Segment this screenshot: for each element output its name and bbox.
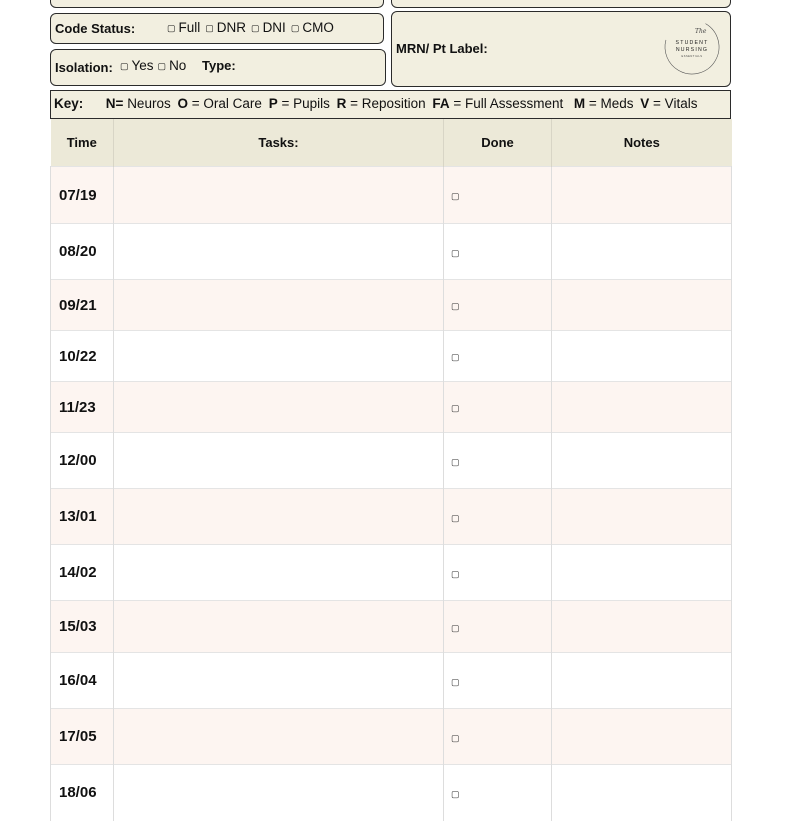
done-checkbox-cell[interactable]: ▢ — [444, 765, 552, 821]
table-row — [51, 653, 732, 709]
top-right-field-strip — [391, 0, 731, 8]
tasks-cell[interactable] — [114, 382, 444, 433]
isolation-option-yes[interactable]: ▢ Yes — [120, 58, 154, 73]
table-row — [51, 167, 732, 224]
time-cell: 09/21 — [51, 280, 114, 331]
notes-cell[interactable] — [552, 433, 732, 489]
tasks-cell[interactable] — [114, 433, 444, 489]
legend-key-bar — [50, 90, 731, 119]
column-header-tasks: Tasks: — [114, 119, 444, 167]
notes-cell[interactable] — [552, 545, 732, 601]
notes-cell[interactable] — [552, 601, 732, 653]
tasks-cell[interactable] — [114, 709, 444, 765]
done-checkbox-cell[interactable]: ▢ — [444, 382, 552, 433]
key-item-vitals: V = Vitals — [640, 96, 698, 111]
table-row — [51, 765, 732, 821]
hourly-task-table — [50, 119, 732, 821]
column-header-done: Done — [444, 119, 552, 167]
isolation-label: Isolation: — [55, 60, 113, 75]
notes-cell[interactable] — [552, 765, 732, 821]
done-checkbox-cell[interactable]: ▢ — [444, 433, 552, 489]
done-checkbox-cell[interactable]: ▢ — [444, 601, 552, 653]
code-status-option-cmo[interactable]: ▢ CMO — [290, 20, 334, 35]
key-item-full-assessment: FA = Full Assessment — [432, 96, 564, 111]
done-checkbox-cell[interactable]: ▢ — [444, 709, 552, 765]
checkbox-icon[interactable]: ▢ — [290, 23, 300, 33]
tasks-cell[interactable] — [114, 280, 444, 331]
time-cell: 08/20 — [51, 224, 114, 280]
code-status-option-full[interactable]: ▢ Full — [167, 20, 201, 35]
notes-cell[interactable] — [552, 653, 732, 709]
tasks-cell[interactable] — [114, 653, 444, 709]
table-row — [51, 433, 732, 489]
code-status-label: Code Status: — [55, 21, 136, 36]
mrn-label: MRN/ Pt Label: — [396, 41, 488, 56]
notes-cell[interactable] — [552, 224, 732, 280]
notes-cell[interactable] — [552, 489, 732, 545]
key-item-meds: M = Meds — [573, 96, 634, 111]
done-checkbox-cell[interactable]: ▢ — [444, 653, 552, 709]
done-checkbox-cell[interactable]: ▢ — [444, 489, 552, 545]
isolation-box — [50, 49, 386, 86]
tasks-cell[interactable] — [114, 601, 444, 653]
code-status-option-dni[interactable]: ▢ DNI — [251, 20, 286, 35]
notes-cell[interactable] — [552, 331, 732, 382]
notes-cell[interactable] — [552, 280, 732, 331]
checkbox-icon[interactable]: ▢ — [167, 23, 176, 33]
logo-line-essentials: ESSENTIALS — [681, 55, 703, 58]
table-row — [51, 280, 732, 331]
notes-cell[interactable] — [552, 382, 732, 433]
code-status-options — [167, 20, 339, 35]
tasks-cell[interactable] — [114, 167, 444, 224]
column-header-notes: Notes — [552, 119, 732, 167]
table-row — [51, 545, 732, 601]
time-cell: 12/00 — [51, 433, 114, 489]
checkbox-icon[interactable]: ▢ — [120, 61, 129, 71]
time-cell: 07/19 — [51, 167, 114, 224]
table-row — [51, 489, 732, 545]
key-item-neuros: N= Neuros — [105, 96, 171, 111]
logo-script-text: The — [695, 28, 707, 35]
checkbox-icon[interactable]: ▢ — [251, 23, 260, 33]
checkbox-icon[interactable]: ▢ — [157, 61, 167, 71]
table-row — [51, 601, 732, 653]
checkbox-icon[interactable]: ▢ — [205, 23, 214, 33]
time-cell: 10/22 — [51, 331, 114, 382]
column-header-time: Time — [51, 119, 114, 167]
mrn-patient-label-box — [391, 11, 731, 87]
table-row — [51, 331, 732, 382]
code-status-box — [50, 13, 384, 44]
done-checkbox-cell[interactable]: ▢ — [444, 224, 552, 280]
table-row — [51, 382, 732, 433]
time-cell: 15/03 — [51, 601, 114, 653]
key-label: Key: — [54, 96, 84, 111]
time-cell: 16/04 — [51, 653, 114, 709]
isolation-options — [120, 58, 190, 73]
tasks-cell[interactable] — [114, 545, 444, 601]
tasks-cell[interactable] — [114, 765, 444, 821]
table-header-row — [51, 119, 732, 167]
key-item-pupils: P = Pupils — [268, 96, 330, 111]
time-cell: 11/23 — [51, 382, 114, 433]
time-cell: 18/06 — [51, 765, 114, 821]
time-cell: 13/01 — [51, 489, 114, 545]
tasks-cell[interactable] — [114, 331, 444, 382]
done-checkbox-cell[interactable]: ▢ — [444, 280, 552, 331]
done-checkbox-cell[interactable]: ▢ — [444, 545, 552, 601]
table-row — [51, 224, 732, 280]
tasks-cell[interactable] — [114, 224, 444, 280]
key-item-oral-care: O = Oral Care — [177, 96, 262, 111]
logo-line-nursing: NURSING — [675, 47, 709, 53]
time-cell: 17/05 — [51, 709, 114, 765]
isolation-type-label: Type: — [202, 58, 236, 73]
notes-cell[interactable] — [552, 167, 732, 224]
logo-student-nursing-essentials — [662, 17, 722, 77]
logo-line-student: STUDENT — [675, 40, 709, 46]
code-status-option-dnr[interactable]: ▢ DNR — [205, 20, 247, 35]
table-row — [51, 709, 732, 765]
top-left-field-strip — [50, 0, 384, 8]
key-item-reposition: R = Reposition — [336, 96, 426, 111]
done-checkbox-cell[interactable]: ▢ — [444, 331, 552, 382]
tasks-cell[interactable] — [114, 489, 444, 545]
done-checkbox-cell[interactable]: ▢ — [444, 167, 552, 224]
time-cell: 14/02 — [51, 545, 114, 601]
isolation-option-no[interactable]: ▢ No — [157, 58, 187, 73]
notes-cell[interactable] — [552, 709, 732, 765]
